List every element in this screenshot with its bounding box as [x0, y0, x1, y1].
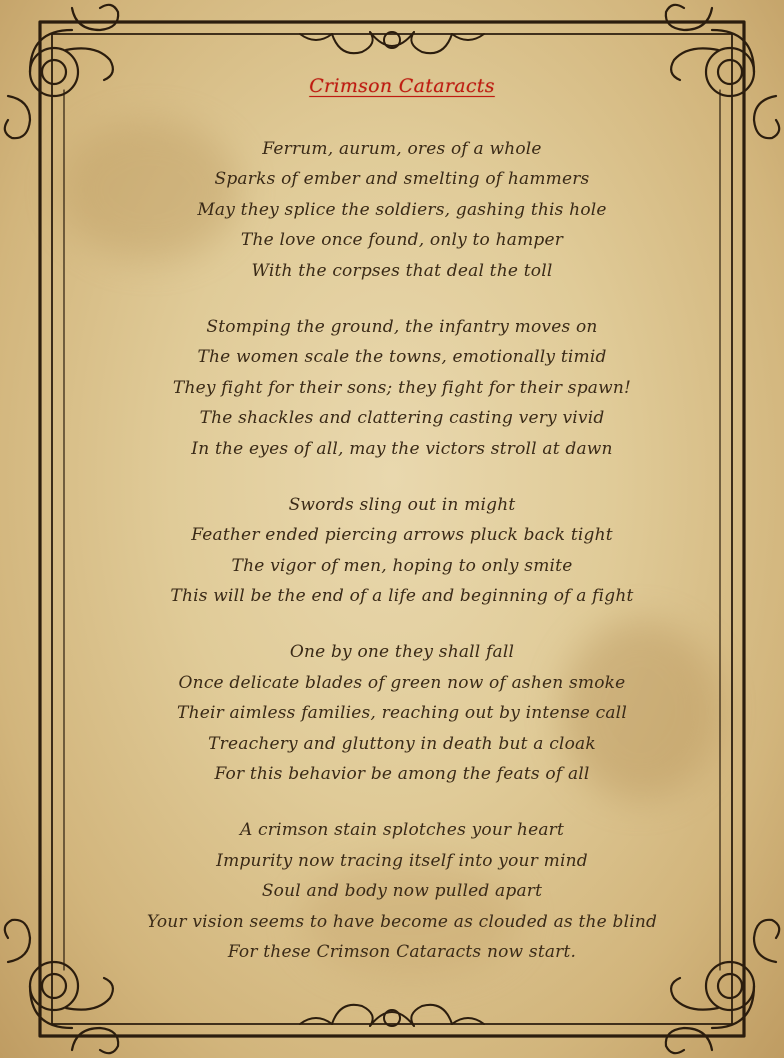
poem-line: Feather ended piercing arrows pluck back tight — [191, 525, 613, 546]
poem-line: A crimson stain splotches your heart — [239, 820, 565, 841]
corner-flourish-bottom-left — [5, 920, 118, 1053]
poem — [120, 64, 684, 967]
bottom-center-ornament — [300, 1005, 484, 1026]
poem-line: May they splice the soldiers, gashing this hole — [197, 199, 607, 220]
poem-line: With the corpses that deal the toll — [251, 260, 553, 281]
poem-line: Stomping the ground, the infantry moves on — [206, 316, 598, 337]
poem-line: Their aimless families, reaching out by intense call — [177, 703, 627, 724]
stanza-1 — [120, 134, 684, 286]
corner-flourish-top-left — [5, 5, 118, 138]
poem-line: This will be the end of a life and beginning of a fight — [170, 586, 634, 607]
stanza-5 — [120, 815, 684, 967]
poem-line: For these Crimson Cataracts now start. — [227, 941, 577, 962]
poem-line: For this behavior be among the feats of all — [214, 764, 590, 785]
poem-line: The love once found, only to hamper — [240, 230, 564, 251]
top-center-ornament — [300, 32, 484, 53]
poem-line: In the eyes of all, may the victors stroll at dawn — [191, 438, 613, 459]
poem-line: They fight for their sons; they fight for their spawn! — [172, 377, 632, 398]
poem-line: One by one they shall fall — [289, 642, 515, 663]
stanza-2 — [120, 312, 684, 464]
poem-line: The women scale the towns, emotionally timid — [197, 347, 607, 368]
stanza-3 — [120, 490, 684, 612]
poem-line: Sparks of ember and smelting of hammers — [214, 169, 590, 190]
poem-title: Crimson Cataracts — [309, 75, 495, 97]
stanza-4 — [120, 637, 684, 789]
poem-line: The shackles and clattering casting very vivid — [199, 408, 605, 429]
poem-line: Swords sling out in might — [288, 494, 516, 515]
poem-line: The vigor of men, hoping to only smite — [231, 555, 573, 576]
poem-line: Soul and body now pulled apart — [261, 881, 543, 902]
poem-line: Your vision seems to have become as clouded as the blind — [146, 911, 658, 932]
poem-line: Treachery and gluttony in death but a cloak — [208, 733, 596, 754]
poem-line: Ferrum, aurum, ores of a whole — [262, 139, 542, 159]
poem-line: Impurity now tracing itself into your mind — [216, 850, 588, 871]
poem-line: Once delicate blades of green now of ashen smoke — [178, 672, 626, 693]
